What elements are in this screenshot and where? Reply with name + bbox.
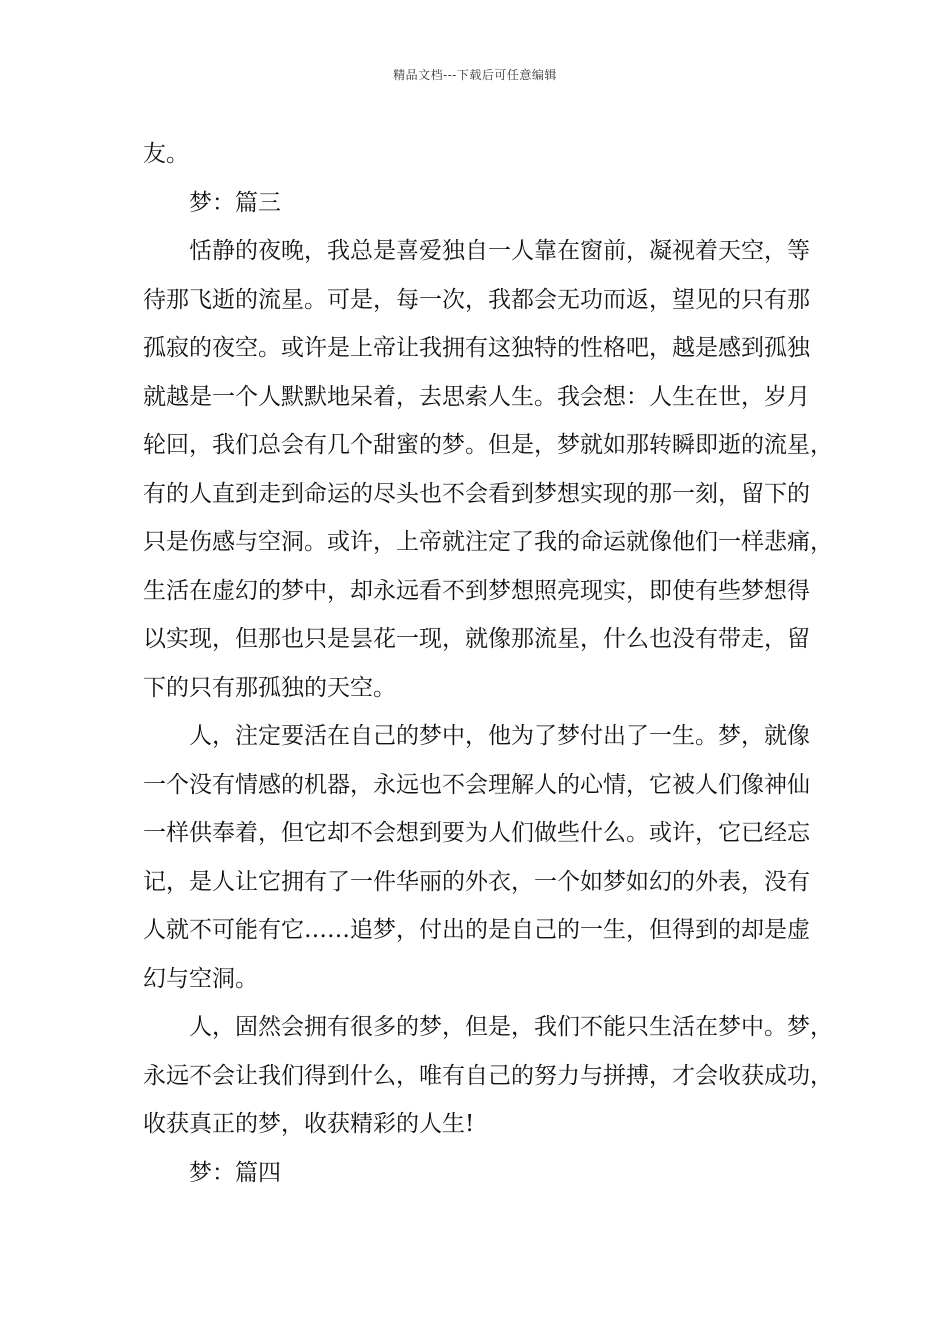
text-line: 永远不会让我们得到什么，唯有自己的努力与拼搏，才会收获成功， bbox=[143, 1062, 833, 1089]
text-line: 人就不可能有它……追梦，付出的是自己的一生，但得到的却是虚 bbox=[143, 917, 810, 943]
text-line: 有的人直到走到命运的尽头也不会看到梦想实现的那一刻，留下的 bbox=[143, 480, 810, 507]
text-line: 幻与空洞。 bbox=[143, 965, 258, 992]
text-line: 待那飞逝的流星。可是，每一次，我都会无功而返，望见的只有那 bbox=[143, 286, 810, 313]
text-line: 孤寂的夜空。或许是上帝让我拥有这独特的性格吧，越是感到孤独 bbox=[143, 335, 810, 361]
section-heading-4: 梦：篇四 bbox=[189, 1159, 281, 1186]
page-header: 精品文档---下载后可任意编辑 bbox=[393, 68, 557, 82]
text-line: 以实现，但那也只是昙花一现，就像那流星，什么也没有带走，留 bbox=[143, 626, 810, 652]
text-line: 收获真正的梦，收获精彩的人生! bbox=[143, 1111, 475, 1137]
text-line: 一个没有情感的机器，永远也不会理解人的心情，它被人们像神仙 bbox=[143, 771, 810, 798]
document-body bbox=[143, 130, 833, 1197]
text-line: 下的只有那孤独的天空。 bbox=[143, 674, 396, 701]
text-line: 友。 bbox=[143, 141, 189, 167]
text-line: 一样供奉着，但它却不会想到要为人们做些什么。或许，它已经忘 bbox=[143, 820, 810, 846]
text-line: 只是伤感与空洞。或许，上帝就注定了我的命运就像他们一样悲痛， bbox=[143, 529, 833, 555]
text-line: 轮回，我们总会有几个甜蜜的梦。但是，梦就如那转瞬即逝的流星， bbox=[143, 432, 833, 458]
text-line: 记，是人让它拥有了一件华丽的外衣，一个如梦如幻的外表，没有 bbox=[143, 868, 810, 895]
text-line: 恬静的夜晚，我总是喜爱独自一人靠在窗前，凝视着天空，等 bbox=[189, 238, 810, 264]
text-line: 人，固然会拥有很多的梦，但是，我们不能只生活在梦中。梦， bbox=[189, 1014, 833, 1040]
text-line: 人，注定要活在自己的梦中，他为了梦付出了一生。梦，就像 bbox=[189, 723, 810, 749]
section-heading-3: 梦：篇三 bbox=[189, 189, 281, 216]
text-line: 就越是一个人默默地呆着，去思索人生。我会想：人生在世，岁月 bbox=[143, 383, 810, 410]
text-line: 生活在虚幻的梦中，却永远看不到梦想照亮现实，即使有些梦想得 bbox=[143, 577, 810, 604]
